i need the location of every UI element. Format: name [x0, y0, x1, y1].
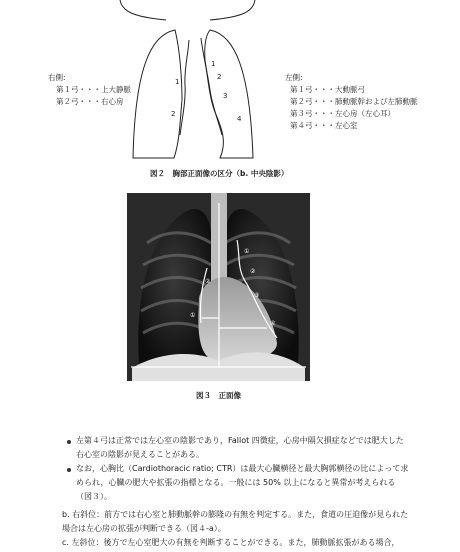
xray-mark: ① [244, 248, 250, 255]
xray-mark: ④ [270, 320, 276, 327]
arc-number: 2 [171, 110, 176, 118]
xray-mark: ③ [254, 292, 260, 299]
arc-number: 2 [217, 73, 222, 81]
xray-mark: ② [250, 268, 256, 275]
neck-outline-left [120, 0, 166, 20]
right-side-label: 右側: [48, 73, 66, 82]
left-lung-outline [205, 30, 253, 158]
arc-number: 1 [211, 60, 216, 68]
list-item-c: c. 左斜位：後方で左心室肥大の有無を判断することができる。また，肺動脈拡張がある場合， [62, 538, 400, 547]
chest-xray-image [127, 193, 310, 381]
xray-mark: ② [205, 278, 211, 285]
left-side-item: 第２弓・・・肺動脈幹および左肺動脈 [290, 97, 418, 106]
right-lung-outline [133, 30, 182, 158]
arc-number: 1 [175, 78, 180, 86]
arc-number: 4 [237, 115, 242, 123]
figure3-caption: 図３ 正面像 [196, 391, 241, 400]
xray-mark: ① [190, 312, 196, 319]
figure2-caption: 図２ 胸部正面像の区分（b. 中央陰影） [150, 169, 289, 178]
chest-outline-diagram [100, 0, 280, 165]
arc-number: 3 [223, 92, 228, 100]
bullet-paragraph: なお，心胸比（Cardiothoracic ratio; CTR）は最大心臓横径と最大胸郭横径の比によって求められ，心臓の肥大や拡張の指標となる。一般には 50% 以上になると異常が考えられる（図３）。 [76, 464, 409, 501]
left-side-item: 第４弓・・・左心室 [290, 121, 358, 130]
right-side-item: 第２弓・・・右心房 [56, 97, 124, 106]
left-side-label: 左側: [285, 73, 303, 82]
neck-outline-right [210, 0, 255, 20]
right-side-item: 第１弓・・・上大静脈 [56, 85, 131, 94]
left-side-item: 第１弓・・・大動脈弓 [290, 85, 365, 94]
list-item-b: b. 右斜位：前方では右心室と肺動脈幹の膨隆の有無を判定する。また，食道の圧迫像が見られた場合は左心房の拡張が判断できる（図４-a）。 [62, 510, 409, 533]
bullet-paragraph: 左第４弓は正常では左心室の陰影であり，Fallot 四徴症，心房中隔欠損症などでは肥大した右心室の陰影が見えることがある。 [76, 436, 404, 459]
left-side-item: 第３弓・・・左心房（左心耳） [290, 109, 395, 118]
bullet-icon [67, 468, 71, 472]
bullet-icon [67, 440, 71, 444]
